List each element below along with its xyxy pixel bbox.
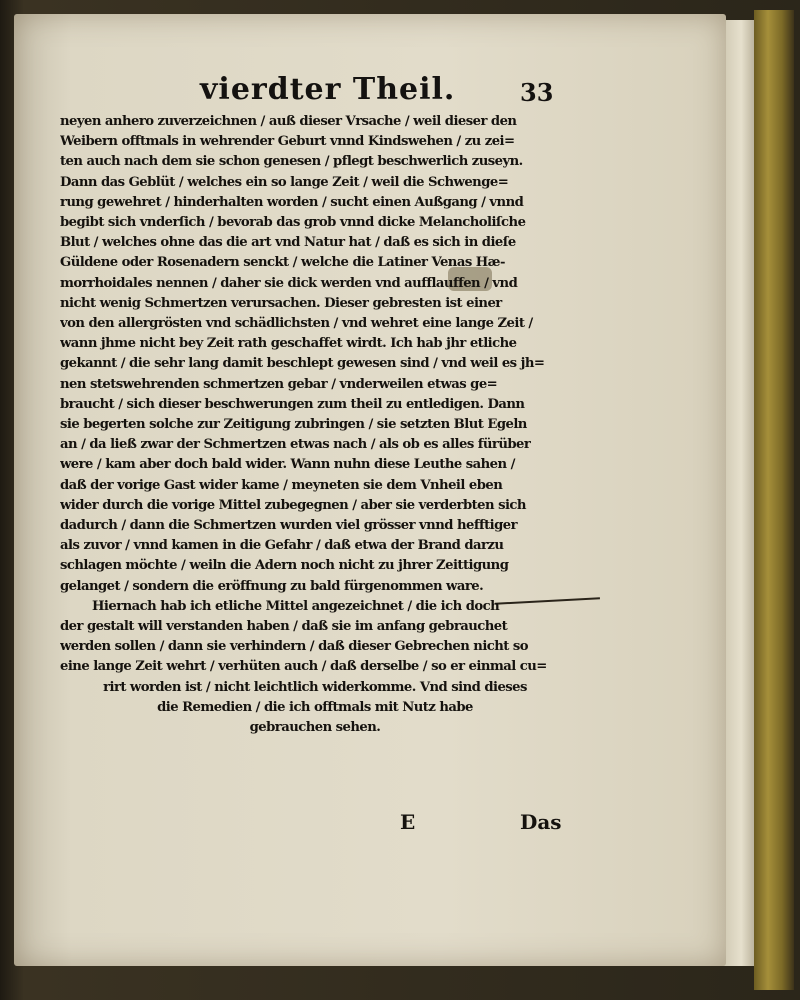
text-line: werden sollen / dann sie verhindern / daß dieser Gebrechen nicht so — [60, 639, 528, 655]
text-line: Hiernach hab ich etliche Mittel angezeichnet / die ich doch — [92, 598, 500, 614]
text-line: Blut / welches ohne das die art vnd Natur hat / daß es sich in dieſe — [60, 235, 516, 251]
text-line: schlagen möchte / weiln die Adern noch nicht zu jhrer Zeittigung — [60, 558, 509, 574]
text-line: rung gewehret / hinderhalten worden / sucht einen Außgang / vnnd — [60, 194, 524, 210]
text-line: als zuvor / vnnd kamen in die Gefahr / daß etwa der Brand darzu — [60, 538, 504, 554]
text-line: die Remedien / die ich offtmals mit Nutz habe — [157, 699, 473, 715]
body-text — [60, 112, 570, 738]
text-line: nen stetswehrenden schmertzen gebar / vnderweilen etwas ge= — [60, 376, 498, 392]
book-binding — [754, 10, 794, 990]
text-line: gekannt / die sehr lang damit beschlept gewesen sind / vnd weil es jh= — [60, 356, 545, 372]
page-header — [60, 72, 560, 112]
text-line: eine lange Zeit wehrt / verhüten auch / daß derselbe / so er einmal cu= — [60, 659, 547, 675]
text-line: sie begerten solche zur Zeitigung zubringen / sie setzten Blut Egeln — [60, 417, 527, 433]
text-line: were / kam aber doch bald wider. Wann nuhn diese Leuthe sahen / — [60, 457, 515, 473]
page-number: 33 — [520, 78, 554, 107]
text-line: wann jhme nicht bey Zeit rath geschaffet wirdt. Ich hab jhr etliche — [60, 336, 517, 352]
text-line: der gestalt will verstanden haben / daß sie im anfang gebrauchet — [60, 619, 508, 635]
text-line: Weibern offtmals in wehrender Geburt vnnd Kindswehen / zu zei= — [60, 134, 515, 150]
text-line: gebrauchen sehen. — [249, 720, 381, 736]
text-line: braucht / sich dieser beschwerungen zum theil zu entledigen. Dann — [60, 396, 525, 412]
text-line: rirt worden ist / nicht leichtlich widerkomme. Vnd sind dieses — [103, 679, 527, 695]
text-line: nicht wenig Schmertzen verursachen. Dieser gebresten ist einer — [60, 295, 502, 311]
text-line: Güldene oder Rosenadern senckt / welche die Latiner Venas Hæ- — [60, 255, 505, 271]
signature-mark: E — [400, 810, 416, 834]
page-footer — [60, 810, 570, 840]
catchword: Das — [520, 810, 562, 834]
text-line: begibt sich vnderſich / bevorab das grob vnnd dicke Melancholiſche — [60, 215, 526, 231]
running-title: vierdter Theil. — [200, 72, 456, 107]
text-line: dadurch / dann die Schmertzen wurden viel grösser vnnd hefftiger — [60, 518, 517, 534]
text-line: neyen anhero zuverzeichnen / auß dieser Vrsache / weil dieser den — [60, 114, 517, 129]
text-line: wider durch die vorige Mittel zubegegnen / aber sie verderbten sich — [60, 497, 526, 513]
text-line: von den allergrösten vnd schädlichsten / vnd wehret eine lange Zeit / — [60, 316, 533, 332]
next-page-edge — [722, 20, 754, 966]
text-line: Dann das Geblüt / welches ein so lange Zeit / weil die Schwenge= — [60, 174, 509, 190]
text-line: ten auch nach dem sie schon genesen / pflegt beschwerlich zuseyn. — [60, 154, 523, 170]
text-line: morrhoidales nennen / daher sie dick werden vnd aufflauffen / vnd — [60, 275, 518, 291]
text-line: daß der vorige Gast wider kame / meyneten sie dem Vnheil eben — [60, 477, 503, 493]
text-line: an / da ließ zwar der Schmertzen etwas nach / als ob es alles fürüber — [60, 437, 531, 453]
text-line: gelanget / sondern die eröffnung zu bald fürgenommen ware. — [60, 578, 484, 594]
